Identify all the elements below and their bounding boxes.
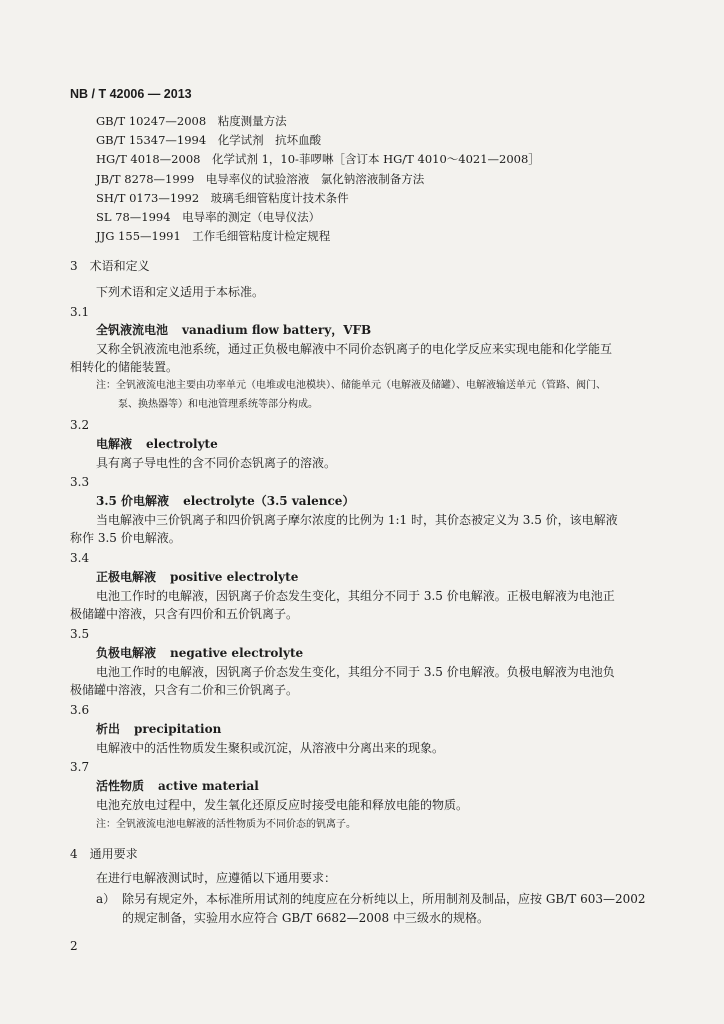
term-definition: 电解液中的活性物质发生聚积或沉淀，从溶液中分离出来的现象。 [96, 741, 445, 755]
term-note: 注：全钒液流电池主要由功率单元（电堆或电池模块）、储能单元（电解液及储罐）、电解液输送单元（管路、阀门、 [96, 380, 606, 391]
term-definition: 当电解液中三价钒离子和四价钒离子摩尔浓度的比例为 1:1 时，其价态被定义为 3.5 价，该电解液 [96, 513, 618, 527]
clause-number: 3.3 [70, 475, 90, 489]
term-definition: 电池充放电过程中，发生氧化还原反应时接受电能和释放电能的物质。 [96, 798, 469, 812]
term-heading [96, 569, 298, 585]
term-en: precipitation [134, 722, 222, 736]
term-definition-cont: 相转化的储能装置。 [70, 360, 179, 374]
page-number: 2 [70, 939, 78, 953]
term-zh: 活性物质 [96, 779, 145, 793]
list-item-a [96, 891, 646, 907]
term-heading [96, 322, 371, 338]
term-note: 注：全钒液流电池电解液的活性物质为不同价态的钒离子。 [96, 819, 356, 830]
term-note-cont: 泵、换热器等）和电池管理系统等部分构成。 [118, 399, 318, 410]
list-item-text: 除另有规定外，本标准所用试剂的纯度应在分析纯以上，所用制剂及制品，应按 GB/T 603—2002 [122, 892, 646, 906]
term-heading [96, 645, 303, 661]
clause-number: 3.4 [70, 551, 90, 565]
term-definition: 具有离子导电性的含不同价态钒离子的溶液。 [96, 456, 337, 470]
term-definition-cont: 称作 3.5 价电解液。 [70, 531, 181, 545]
list-item-a-cont: 的规定制备，实验用水应符合 GB/T 6682—2008 中三级水的规格。 [122, 911, 489, 925]
term-zh: 全钒液流电池 [96, 323, 169, 337]
term-definition-cont: 极储罐中溶液，只含有二价和三价钒离子。 [70, 683, 299, 697]
term-definition: 又称全钒液流电池系统，通过正负极电解液中不同价态钒离子的电化学反应来实现电能和化学能互 [96, 342, 613, 356]
term-en: electrolyte（3.5 valence） [183, 494, 355, 508]
standard-number-header: NB / T 42006 — 2013 [70, 87, 192, 101]
section-3-intro: 下列术语和定义适用于本标准。 [96, 285, 265, 299]
term-heading [96, 721, 221, 737]
clause-number: 3.2 [70, 418, 90, 432]
reference-item: GB/T 15347—1994 化学试剂 抗坏血酸 [96, 133, 322, 147]
list-item-label: a） [96, 892, 116, 906]
term-heading [96, 436, 218, 452]
term-en: active material [158, 779, 259, 793]
term-zh: 电解液 [96, 437, 133, 451]
clause-number: 3.1 [70, 305, 90, 319]
clause-number: 3.7 [70, 760, 90, 774]
reference-item: GB/T 10247—2008 粘度测量方法 [96, 114, 287, 128]
section-4-heading: 4 通用要求 [70, 847, 138, 861]
term-zh: 3.5 价电解液 [96, 494, 170, 508]
term-en: negative electrolyte [170, 646, 304, 660]
reference-item: SL 78—1994 电导率的测定（电导仪法） [96, 210, 321, 224]
term-en: vanadium flow battery，VFB [182, 323, 372, 337]
reference-item: JB/T 8278—1999 电导率仪的试验溶液 氯化钠溶液制备方法 [96, 172, 425, 186]
reference-item: JJG 155—1991 工作毛细管粘度计检定规程 [96, 229, 331, 243]
reference-item: SH/T 0173—1992 玻璃毛细管粘度计技术条件 [96, 191, 349, 205]
term-definition: 电池工作时的电解液，因钒离子价态发生变化，其组分不同于 3.5 价电解液。负极电解液为电池负 [96, 665, 615, 679]
term-zh: 负极电解液 [96, 646, 157, 660]
reference-item: HG/T 4018—2008 化学试剂 1，10-菲啰啉［含订本 HG/T 4010～4021—2008］ [96, 152, 540, 166]
term-zh: 析出 [96, 722, 121, 736]
section-3-heading: 3 术语和定义 [70, 259, 150, 273]
term-definition: 电池工作时的电解液，因钒离子价态发生变化，其组分不同于 3.5 价电解液。正极电解液为电池正 [96, 589, 615, 603]
term-definition-cont: 极储罐中溶液，只含有四价和五价钒离子。 [70, 607, 299, 621]
term-heading [96, 778, 259, 794]
term-heading [96, 493, 354, 509]
term-en: positive electrolyte [170, 570, 299, 584]
term-zh: 正极电解液 [96, 570, 157, 584]
clause-number: 3.5 [70, 627, 90, 641]
term-en: electrolyte [146, 437, 218, 451]
clause-number: 3.6 [70, 703, 90, 717]
section-4-intro: 在进行电解液测试时，应遵循以下通用要求： [96, 871, 337, 885]
